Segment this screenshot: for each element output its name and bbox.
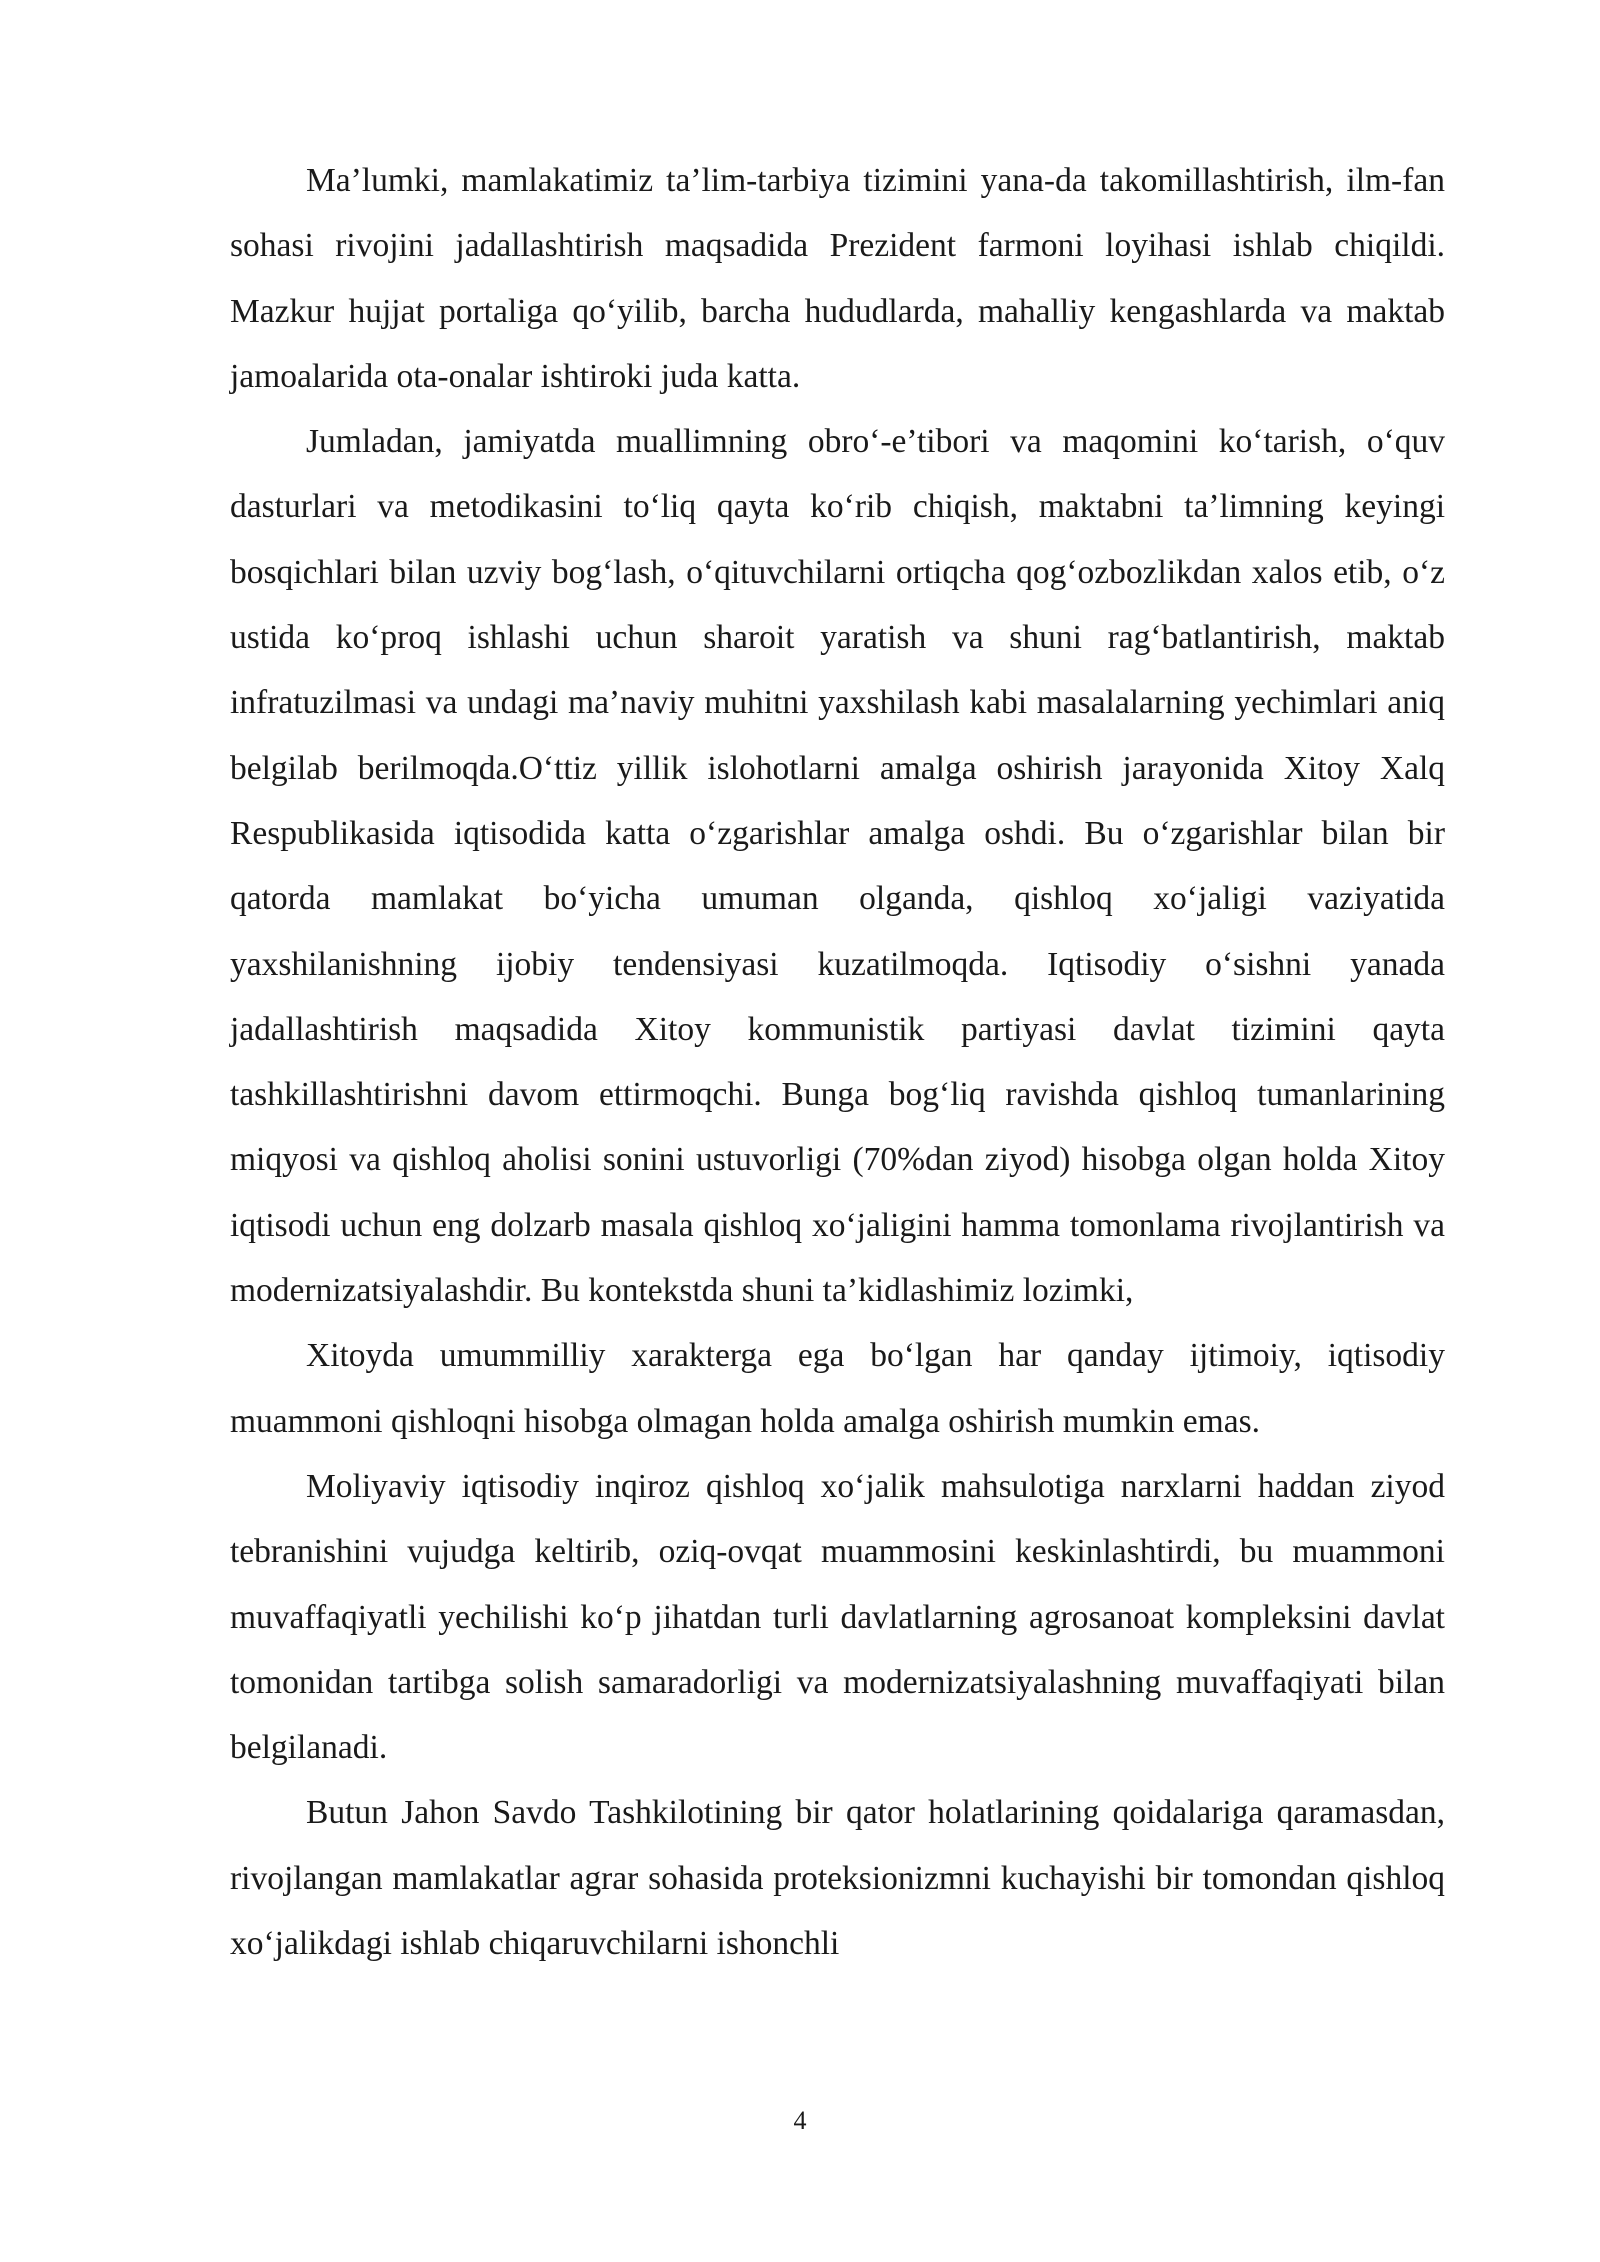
paragraph-1: Ma’lumki, mamlakatimiz ta’lim-tarbiya tizimini yana-da takomillashtirish, ilm-fan sohasi rivojini jadallashtirish maqsadida Prezident farmoni loyihasi ishlab chiqildi. Mazkur hujjat portaliga qo‘yilib, barcha hududlarda, mahalliy kengashlarda va maktab jamoalarida ota-onalar ishtiroki juda katta. [230,162,1445,395]
page-number: 4 [793,2106,807,2135]
body-text [230,148,1445,1976]
paragraph-4: Moliyaviy iqtisodiy inqiroz qishloq xo‘jalik mahsulotiga narxlarni haddan ziyod tebranishini vujudga keltirib, oziq-ovqat muammosini keskinlashtirdi, bu muammoni muvaffaqiyatli yechilishi ko‘p jihatdan turli davlatlarning agrosanoat kompleksini davlat tomonidan tartibga solish samaradorligi va modernizatsiyalashning muvaffaqiyati bilan belgilanadi. [230,1467,1445,1767]
paragraph-2: Jumladan, jamiyatda muallimning obro‘-e’tibori va maqomini ko‘tarish, o‘quv dasturlari va metodikasini to‘liq qayta ko‘rib chiqish, maktabni ta’limning keyingi bosqichlari bilan uzviy bog‘lash, o‘qituvchilarni ortiqcha qog‘ozbozlikdan xalos etib, o‘z ustida ko‘proq ishlashi uchun sharoit yaratish va shuni rag‘batlantirish, maktab infratuzilmasi va undagi ma’naviy muhitni yaxshilash kabi masalalarning yechimlari aniq belgilab berilmoqda.O‘ttiz yillik islohotlarni amalga oshirish jarayonida Xitoy Xalq Respublikasida iqtisodida katta o‘zgarishlar amalga oshdi. Bu o‘zgarishlar bilan bir qatorda mamlakat bo‘yicha umuman olganda, qishloq xo‘jaligi vaziyatida yaxshilanishning ijobiy tendensiyasi kuzatilmoqda. Iqtisodiy o‘sishni yanada jadallashtirish maqsadida Xitoy kommunistik partiyasi davlat tizimini qayta tashkillashtirishni davom ettirmoqchi. Bunga bog‘liq ravishda qishloq tumanlarining miqyosi va qishloq aholisi sonini ustuvorligi (70%dan ziyod) hisobga olgan holda Xitoy iqtisodi uchun eng dolzarb masala qishloq xo‘jaligini hamma tomonlama rivojlantirish va modernizatsiyalashdir. Bu kontekstda shuni ta’kidlashimiz lozimki, [230,423,1445,1310]
paragraph-5: Butun Jahon Savdo Tashkilotining bir qator holatlarining qoidalariga qaramasdan, rivojlangan mamlakatlar agrar sohasida proteksionizmni kuchayishi bir tomondan qishloq xo‘jalikdagi ishlab chiqaruvchilarni ishonchli [230,1794,1445,1963]
paragraph-3: Xitoyda umummilliy xarakterga ega bo‘lgan har qanday ijtimoiy, iqtisodiy muammoni qishloqni hisobga olmagan holda amalga oshirish mumkin emas. [230,1337,1445,1440]
